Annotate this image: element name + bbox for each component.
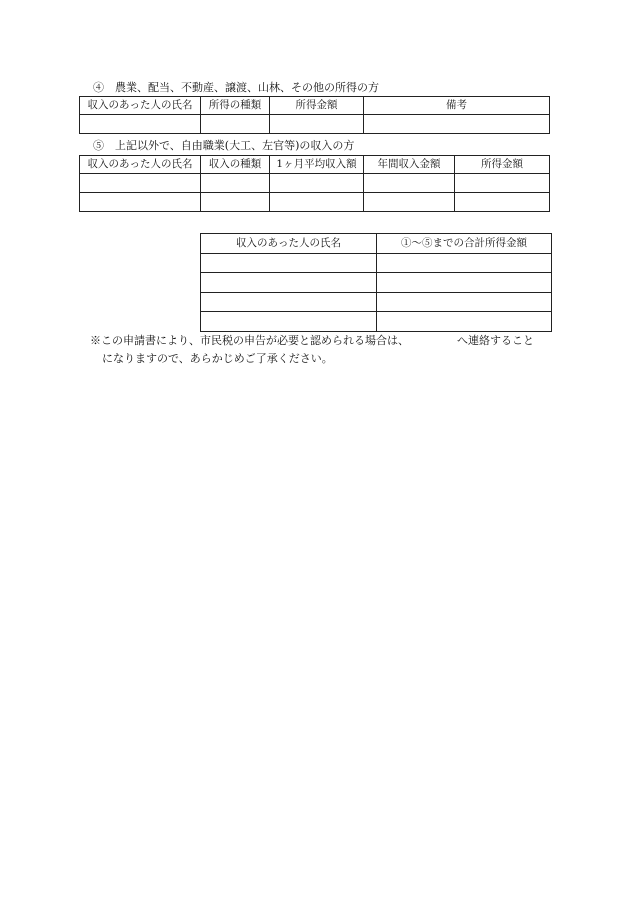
income-type-cell[interactable]: [201, 174, 270, 193]
name-cell[interactable]: [201, 292, 377, 312]
column-header: 所得の種類: [201, 97, 270, 115]
name-cell[interactable]: [80, 115, 201, 134]
notice-line-1-start: ※この申請書により、市民税の申告が必要と認められる場合は、: [90, 334, 409, 347]
column-header: ①～⑤までの合計所得金額: [377, 234, 552, 254]
column-header: 収入のあった人の氏名: [80, 97, 201, 115]
income-amount-cell[interactable]: [455, 174, 550, 193]
annual-income-cell[interactable]: [364, 174, 455, 193]
total-income-cell[interactable]: [377, 312, 552, 332]
total-income-cell[interactable]: [377, 273, 552, 293]
income-type-cell[interactable]: [201, 115, 270, 134]
monthly-average-cell[interactable]: [270, 174, 364, 193]
remarks-cell[interactable]: [364, 115, 550, 134]
table-row: [80, 115, 550, 134]
column-header: 所得金額: [270, 97, 364, 115]
name-cell[interactable]: [201, 273, 377, 293]
notice-line-2: になりますので、あらかじめご了承ください。: [102, 352, 333, 365]
table-row: [201, 292, 552, 312]
table-row: [201, 273, 552, 293]
section5-table: [79, 155, 550, 212]
column-header: 1ヶ月平均収入額: [270, 156, 364, 174]
section4-table: [79, 96, 550, 134]
column-header: 収入のあった人の氏名: [80, 156, 201, 174]
table-row: [201, 312, 552, 332]
monthly-average-cell[interactable]: [270, 193, 364, 212]
column-header: 収入のあった人の氏名: [201, 234, 377, 254]
name-cell[interactable]: [80, 193, 201, 212]
total-income-cell[interactable]: [377, 292, 552, 312]
income-amount-cell[interactable]: [270, 115, 364, 134]
table-header-row: [80, 97, 550, 115]
table-header-row: [80, 156, 550, 174]
column-header: 所得金額: [455, 156, 550, 174]
table-row: [80, 174, 550, 193]
section5-heading: ⑤ 上記以外で、自由職業(大工、左官等)の収入の方: [93, 139, 355, 152]
summary-table: [200, 233, 552, 332]
table-row: [201, 253, 552, 273]
income-amount-cell[interactable]: [455, 193, 550, 212]
annual-income-cell[interactable]: [364, 193, 455, 212]
name-cell[interactable]: [201, 253, 377, 273]
name-cell[interactable]: [201, 312, 377, 332]
column-header: 収入の種類: [201, 156, 270, 174]
section4-heading: ④ 農業、配当、不動産、譲渡、山林、その他の所得の方: [93, 81, 379, 94]
table-row: [80, 193, 550, 212]
total-income-cell[interactable]: [377, 253, 552, 273]
notice-text: [90, 332, 560, 368]
income-type-cell[interactable]: [201, 193, 270, 212]
notice-line-1-end: へ連絡すること: [457, 334, 534, 347]
name-cell[interactable]: [80, 174, 201, 193]
table-header-row: [201, 234, 552, 254]
column-header: 備考: [364, 97, 550, 115]
column-header: 年間収入金額: [364, 156, 455, 174]
notice-line-1: [90, 332, 560, 350]
